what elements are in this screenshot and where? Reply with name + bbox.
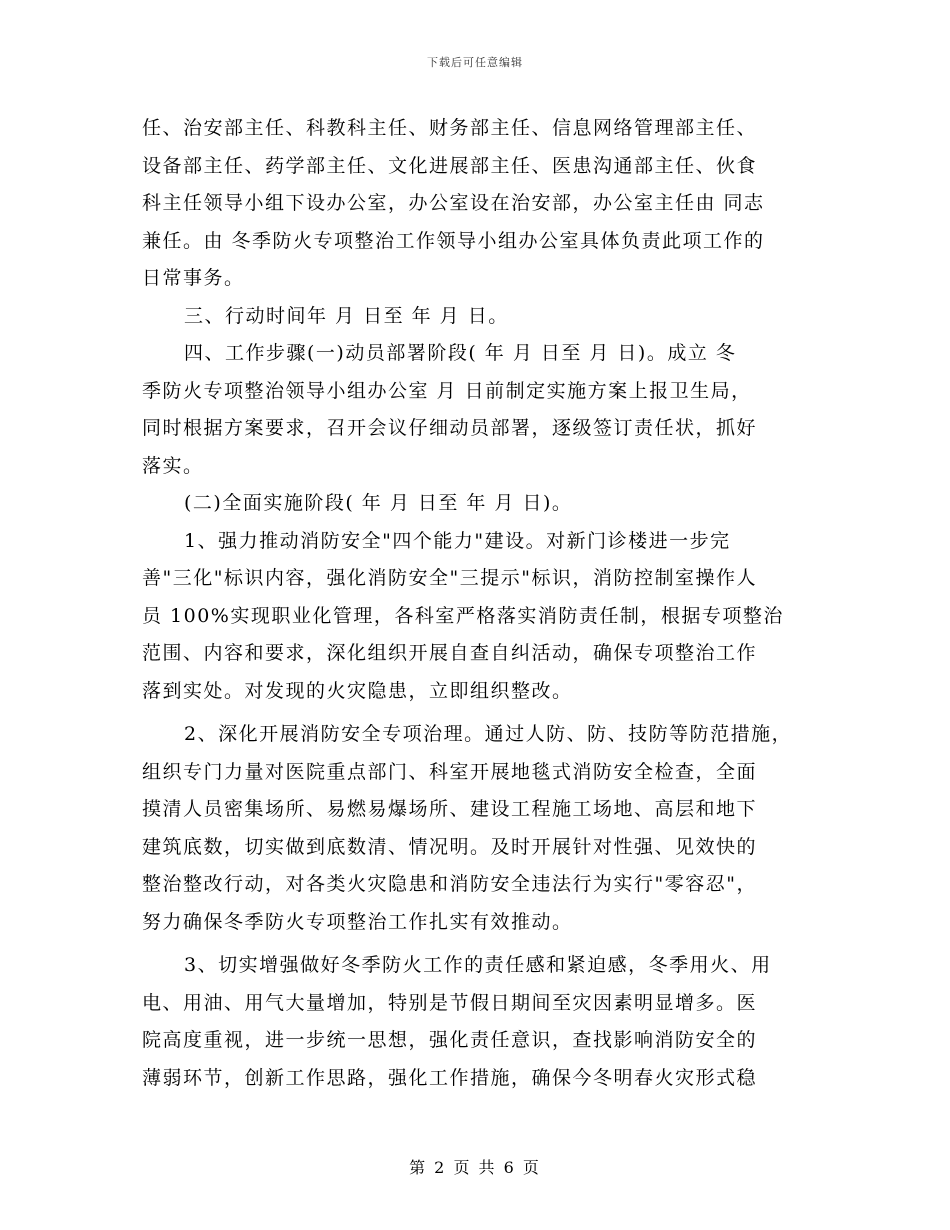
text-line: 落实。 (142, 454, 204, 477)
text-line: 三、行动时间年 月 日至 年 月 日。 (184, 304, 509, 327)
text-line: 电、用油、用气大量增加，特别是节假日期间至灾因素明显增多。医 (142, 991, 758, 1014)
text-line: 四、工作步骤(一)动员部署阶段( 年 月 日至 月 日)。成立 冬 (184, 342, 737, 364)
text-line: 1、强力推动消防安全"四个能力"建设。对新门诊楼进一步完 (184, 529, 731, 552)
text-line: 3、切实增强做好冬季防火工作的责任感和紧迫感，冬季用火、用 (184, 954, 772, 976)
text-line: 整治整改行动，对各类火灾隐患和消防安全违法行为实行"零容忍"， (142, 873, 757, 895)
text-line: 季防火专项整治领导小组办公室 月 日前制定实施方案上报卫生局， (142, 379, 752, 402)
text-line: 院高度重视，进一步统一思想，强化责任意识，查找影响消防安全的 (142, 1029, 758, 1051)
text-line: 设备部主任、药学部主任、文化进展部主任、医患沟通部主任、伙食 (142, 154, 758, 177)
page-number: 第 2 页 共 6 页 (409, 1158, 541, 1177)
text-line: 日常事务。 (142, 267, 245, 289)
text-line: 摸清人员密集场所、易燃易爆场所、建设工程施工场地、高层和地下 (142, 798, 758, 820)
header-note: 下载后可任意编辑 (427, 56, 523, 69)
text-line: 兼任。由 冬季防火专项整治工作领导小组办公室具体负责此项工作的 (142, 229, 765, 252)
text-line: 2、深化开展消防安全专项治理。通过人防、防、技防等防范措施， (184, 723, 793, 745)
text-line: 员 100%实现职业化管理，各科室严格落实消防责任制，根据专项整治 (142, 604, 784, 627)
text-line: 落到实处。对发现的火灾隐患，立即组织整改。 (142, 679, 573, 702)
text-line: 薄弱环节，创新工作思路，强化工作措施，确保今冬明春火灾形式稳 (142, 1066, 758, 1089)
text-line: 建筑底数，切实做到底数清、情况明。及时开展针对性强、见效快的 (142, 835, 758, 858)
text-line: 组织专门力量对医院重点部门、科室开展地毯式消防安全检查，全面 (142, 760, 758, 783)
text-line: 同时根据方案要求，召开会议仔细动员部署，逐级签订责任状，抓好 (142, 417, 758, 439)
text-line: 努力确保冬季防火专项整治工作扎实有效推动。 (142, 910, 573, 933)
document-body (142, 110, 822, 1097)
text-line: 科主任领导小组下设办公室，办公室设在治安部，办公室主任由 同志 (142, 192, 765, 214)
text-line: 任、治安部主任、科教科主任、财务部主任、信息网络管理部主任、 (142, 117, 758, 139)
text-line: 范围、内容和要求，深化组织开展自查自纠活动，确保专项整治工作 (142, 642, 758, 664)
text-line: (二)全面实施阶段( 年 月 日至 年 月 日)。 (184, 492, 573, 514)
text-line: 善"三化"标识内容，强化消防安全"三提示"标识，消防控制室操作人 (142, 567, 757, 589)
